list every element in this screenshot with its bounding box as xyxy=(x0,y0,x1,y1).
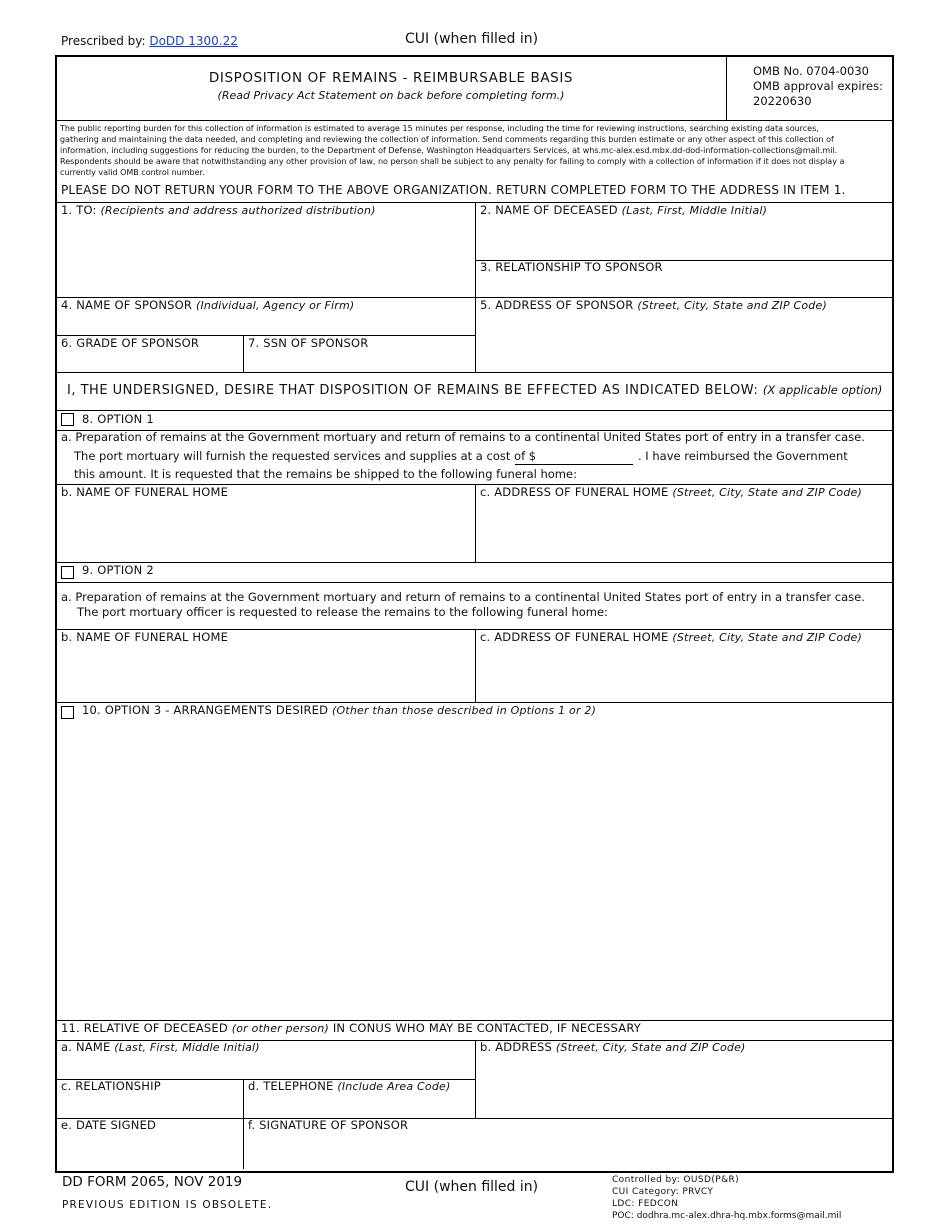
option-2-c-label: c. ADDRESS OF FUNERAL HOME (Street, City, State and ZIP Code) xyxy=(480,630,862,644)
item-11e-label: e. DATE SIGNED xyxy=(61,1118,157,1132)
option-1-line-3: this amount. It is requested that the remains be shipped to the following funeral home: xyxy=(74,467,577,481)
option-1-checkbox[interactable] xyxy=(61,413,74,426)
previous-edition: PREVIOUS EDITION IS OBSOLETE. xyxy=(62,1199,273,1211)
item-11d-telephone-field[interactable] xyxy=(244,1094,474,1117)
option-2-funeral-home-name-field[interactable] xyxy=(57,645,474,701)
burden-line-4: Respondents should be aware that notwithstanding any other provision of law, no person shall be subject to any penalty for failing to comply with a collection of information if it does not display a xyxy=(60,157,845,166)
omb-expires-date: 20220630 xyxy=(753,94,812,108)
item-11c-label: c. RELATIONSHIP xyxy=(61,1079,161,1093)
item-11a-name-field[interactable] xyxy=(57,1055,474,1078)
item-11b-label: b. ADDRESS (Street, City, State and ZIP Code) xyxy=(480,1040,746,1054)
item-11c-relationship-field[interactable] xyxy=(57,1094,242,1117)
cui-bottom: CUI (when filled in) xyxy=(405,1179,539,1195)
option-3-label: 10. OPTION 3 - ARRANGEMENTS DESIRED (Other than those described in Options 1 or 2) xyxy=(82,703,597,717)
item-7-label: 7. SSN OF SPONSOR xyxy=(248,336,369,350)
item-5-sponsor-address-field[interactable] xyxy=(476,313,892,371)
item-11f-label: f. SIGNATURE OF SPONSOR xyxy=(248,1118,409,1132)
omb-number: OMB No. 0704-0030 xyxy=(753,64,869,78)
item-3-label: 3. RELATIONSHIP TO SPONSOR xyxy=(480,260,663,274)
option-1-line-1: a. Preparation of remains at the Government mortuary and return of remains to a continental United States port of entry in a transfer case. xyxy=(61,430,865,444)
option-1-c-label: c. ADDRESS OF FUNERAL HOME (Street, City, State and ZIP Code) xyxy=(480,485,862,499)
option-1-line-2b: . I have reimbursed the Government xyxy=(638,449,848,463)
form-title: DISPOSITION OF REMAINS - REIMBURSABLE BASIS xyxy=(208,70,574,86)
controlled-by: Controlled by: OUSD(P&R) xyxy=(612,1175,740,1185)
item-4-label: 4. NAME OF SPONSOR (Individual, Agency or Firm) xyxy=(61,298,355,312)
form-id: DD FORM 2065, NOV 2019 xyxy=(62,1174,243,1190)
option-3-arrangements-field[interactable] xyxy=(57,720,892,1018)
ldc: LDC: FEDCON xyxy=(612,1199,679,1209)
poc: POC: dodhra.mc-alex.dhra-hq.mbx.forms@mail.mil xyxy=(612,1211,842,1221)
option-2-funeral-home-address-field[interactable] xyxy=(476,645,892,701)
option-1-label: 8. OPTION 1 xyxy=(82,412,154,426)
item-6-label: 6. GRADE OF SPONSOR xyxy=(61,336,200,350)
option-1-b-label: b. NAME OF FUNERAL HOME xyxy=(61,485,229,499)
item-1-label: 1. TO: (Recipients and address authorized distribution) xyxy=(61,203,376,217)
option-1-line-2a: The port mortuary will furnish the requested services and supplies at a cost of $ xyxy=(74,449,537,463)
option-2-label: 9. OPTION 2 xyxy=(82,563,154,577)
item-11-title: 11. RELATIVE OF DECEASED (or other person) IN CONUS WHO MAY BE CONTACTED, IF NECESSARY xyxy=(61,1021,642,1035)
burden-line-3: information, including suggestions for reducing the burden, to the Department of Defense, Washington Headquarters Services, at whs.mc-alex.esd.mbx.dd-dod-information-collections@mail.mil. xyxy=(60,146,838,155)
burden-line-2: gathering and maintaining the data needed, and completing and reviewing the collection of information. Send comments regarding this burden estimate or any other aspect of this collection of xyxy=(60,135,834,144)
item-2-deceased-name-field[interactable] xyxy=(476,218,892,259)
item-1-to-field[interactable] xyxy=(57,218,474,296)
option-2-line-1: a. Preparation of remains at the Government mortuary and return of remains to a continental United States port of entry in a transfer case. xyxy=(61,590,865,604)
omb-expires-label: OMB approval expires: xyxy=(753,79,883,93)
declaration: I, THE UNDERSIGNED, DESIRE THAT DISPOSITION OF REMAINS BE EFFECTED AS INDICATED BELOW: (X applicable option) xyxy=(67,383,883,398)
prescribed-by xyxy=(61,34,238,48)
form-subtitle: (Read Privacy Act Statement on back before completing form.) xyxy=(217,89,565,102)
option-1-funeral-home-name-field[interactable] xyxy=(57,500,474,561)
cui-category: CUI Category: PRVCY xyxy=(612,1187,714,1197)
prescribed-label: Prescribed by: xyxy=(61,34,150,48)
option-1-funeral-home-address-field[interactable] xyxy=(476,500,892,561)
option-2-b-label: b. NAME OF FUNERAL HOME xyxy=(61,630,229,644)
item-11f-signature-field[interactable] xyxy=(244,1134,892,1170)
item-11e-date-signed-field[interactable] xyxy=(57,1134,242,1170)
item-3-relationship-field[interactable] xyxy=(476,275,892,296)
item-6-grade-field[interactable] xyxy=(57,351,242,371)
cui-top: CUI (when filled in) xyxy=(405,31,539,47)
burden-line-5: currently valid OMB control number. xyxy=(60,168,205,177)
return-notice: PLEASE DO NOT RETURN YOUR FORM TO THE ABOVE ORGANIZATION. RETURN COMPLETED FORM TO THE ADDRESS IN ITEM 1. xyxy=(61,183,846,197)
option-3-checkbox[interactable] xyxy=(61,706,74,719)
dodd-link[interactable]: DoDD 1300.22 xyxy=(149,34,238,48)
option-2-checkbox[interactable] xyxy=(61,566,74,579)
item-4-sponsor-name-field[interactable] xyxy=(57,313,474,334)
item-5-label: 5. ADDRESS OF SPONSOR (Street, City, State and ZIP Code) xyxy=(480,298,827,312)
item-7-ssn-field[interactable] xyxy=(244,351,474,371)
item-11a-label: a. NAME (Last, First, Middle Initial) xyxy=(61,1040,260,1054)
item-2-label: 2. NAME OF DECEASED (Last, First, Middle Initial) xyxy=(480,203,768,217)
burden-line-1: The public reporting burden for this collection of information is estimated to average 15 minutes per response, including the time for reviewing instructions, searching existing data sources, xyxy=(60,124,819,133)
item-11b-address-field[interactable] xyxy=(476,1055,892,1117)
item-11d-label: d. TELEPHONE (Include Area Code) xyxy=(248,1079,451,1093)
option-2-line-2: The port mortuary officer is requested to release the remains to the following funeral home: xyxy=(77,605,608,619)
option-1-cost-field[interactable] xyxy=(515,449,633,465)
